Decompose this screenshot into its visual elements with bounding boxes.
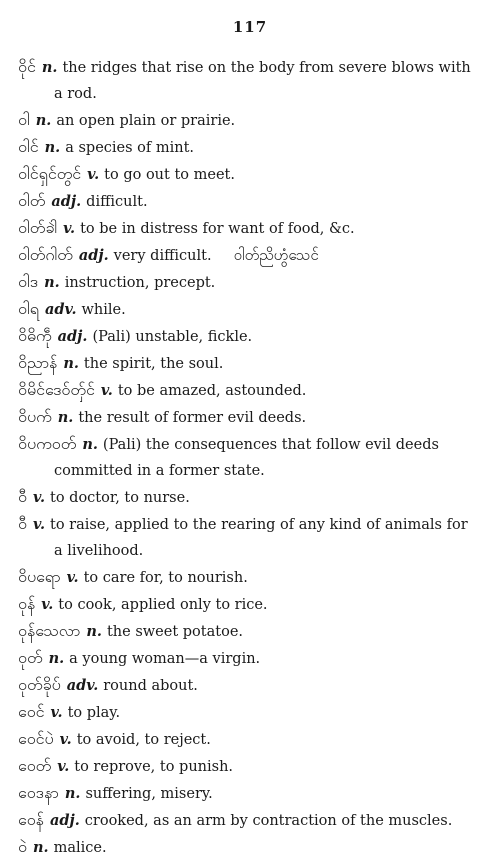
entry-part-of-speech: v. (87, 166, 100, 183)
entry-headword: ဝီ (18, 487, 27, 506)
dictionary-entry (18, 107, 480, 134)
dictionary-entry (18, 54, 480, 107)
dictionary-entry (18, 726, 480, 753)
entry-definition: malice. (53, 840, 107, 856)
entry-headword: ဝါင်ရှင်တွင် (18, 164, 82, 183)
dictionary-entry (18, 672, 480, 699)
entry-headword: ဝုတ်ခိုပ် (18, 675, 61, 694)
entry-part-of-speech: v. (59, 731, 72, 748)
dictionary-entry (18, 161, 480, 188)
entry-extra-headword: ဝါတ်ညိဟွံသေင် (233, 246, 319, 264)
entry-headword: ဝီ (18, 514, 27, 533)
entry-headword: ဝိဓိကဵု (18, 326, 52, 345)
entry-headword: ဝဲ (18, 837, 27, 856)
entry-definition: an open plain or prairie. (56, 113, 236, 129)
entry-definition: very difficult. (113, 248, 212, 264)
entry-headword: ဝေင်ပဲ (18, 729, 54, 748)
dictionary-entry (18, 242, 480, 269)
entry-definition: round about. (103, 678, 198, 694)
entry-part-of-speech: n. (48, 650, 65, 667)
entry-definition: a young woman—a virgin. (69, 651, 261, 667)
entry-headword: ဝေန် (18, 810, 44, 829)
dictionary-entry (18, 377, 480, 404)
entry-definition: to go out to meet. (104, 167, 235, 183)
dictionary-entry (18, 188, 480, 215)
entry-part-of-speech: v. (50, 704, 63, 721)
entry-headword: ဝုန် (18, 594, 36, 613)
entry-part-of-speech: n. (57, 409, 74, 426)
entry-definition: the ridges that rise on the body from severe blows with a rod. (54, 60, 471, 102)
dictionary-entry (18, 134, 480, 161)
entry-part-of-speech: v. (63, 220, 76, 237)
entry-definition: the result of former evil deeds. (78, 410, 307, 426)
entry-part-of-speech: n. (82, 436, 98, 453)
entry-headword: ဝုတ် (18, 648, 43, 667)
entry-part-of-speech: adj. (57, 328, 88, 345)
entry-part-of-speech: v. (32, 489, 45, 506)
entry-definition: a species of mint. (65, 140, 195, 156)
entry-headword: ဝါဒ (18, 272, 39, 291)
dictionary-entry (18, 431, 480, 484)
page-number: 117 (232, 18, 268, 36)
dictionary-entry (18, 591, 480, 618)
entry-part-of-speech: v. (100, 382, 113, 399)
dictionary-entry (18, 511, 480, 564)
entry-definition: instruction, precept. (64, 275, 216, 291)
entry-definition: to be amazed, astounded. (117, 383, 307, 399)
entry-headword: ဝေတ် (18, 756, 52, 775)
entry-part-of-speech: adv. (44, 301, 77, 318)
entry-part-of-speech: n. (44, 139, 61, 156)
entry-headword: ဝါရ (18, 299, 39, 318)
entry-headword: ဝိပက် (18, 407, 52, 426)
entry-part-of-speech: adv. (66, 677, 99, 694)
entry-headword: ဝုန်သေလာ (18, 621, 81, 640)
entry-definition: to cook, applied only to rice. (58, 597, 268, 613)
entry-headword: ဝိုင် (18, 57, 36, 76)
dictionary-entry (18, 269, 480, 296)
entry-headword: ဝါတ်ဂါတ် (18, 245, 73, 264)
entry-definition: (Pali) the consequences that follow evil deeds committed in a former state. (54, 437, 439, 479)
entry-headword: ဝါင် (18, 137, 39, 156)
entry-headword: ဝါ (18, 110, 30, 129)
dictionary-entry (18, 323, 480, 350)
entry-headword: ဝေင် (18, 702, 45, 721)
dictionary-entry (18, 645, 480, 672)
entry-definition: to play. (67, 705, 121, 721)
dictionary-entry (18, 350, 480, 377)
entry-part-of-speech: v. (41, 596, 54, 613)
entry-definition: to avoid, to reject. (76, 732, 211, 748)
entry-definition: while. (81, 302, 126, 318)
entry-headword: ဝါတ် (18, 191, 46, 210)
entry-definition: to raise, applied to the rearing of any kind of animals for a livelihood. (50, 517, 468, 559)
entry-definition: the spirit, the soul. (83, 356, 224, 372)
entry-part-of-speech: n. (44, 274, 60, 291)
entry-definition: to reprove, to punish. (74, 759, 234, 775)
entry-headword: ဝိပကဝတ် (18, 434, 77, 453)
dictionary-entry (18, 780, 480, 807)
entry-part-of-speech: n. (32, 839, 49, 856)
entry-definition: suffering, misery. (85, 786, 213, 802)
dictionary-entry (18, 564, 480, 591)
entry-part-of-speech: n. (63, 355, 79, 372)
entry-definition: to doctor, to nurse. (50, 490, 190, 506)
dictionary-entry (18, 618, 480, 645)
entry-part-of-speech: n. (86, 623, 102, 640)
entry-definition: to be in distress for want of food, &c. (80, 221, 355, 237)
dictionary-entry (18, 753, 480, 780)
entry-definition: difficult. (86, 194, 148, 210)
entry-definition: to care for, to nourish. (83, 570, 248, 586)
entry-part-of-speech: n. (41, 59, 58, 76)
dictionary-entry (18, 484, 480, 511)
entry-part-of-speech: v. (32, 516, 45, 533)
entry-headword: ဝါတ်ခါဲ (18, 218, 58, 237)
dictionary-entry (18, 215, 480, 242)
entry-part-of-speech: v. (57, 758, 70, 775)
dictionary-entry (18, 699, 480, 726)
dictionary-entry (18, 834, 480, 861)
entry-part-of-speech: adj. (51, 193, 82, 210)
dictionary-entry (18, 404, 480, 431)
entry-headword: ဝိပရော (18, 567, 61, 586)
entry-part-of-speech: adj. (78, 247, 109, 264)
entry-definition: the sweet potatoe. (106, 624, 244, 640)
entry-part-of-speech: n. (35, 112, 52, 129)
entry-definition: (Pali) unstable, fickle. (92, 329, 253, 345)
dictionary-entry (18, 296, 480, 323)
dictionary-entry (18, 807, 480, 834)
entry-part-of-speech: n. (64, 785, 81, 802)
entry-part-of-speech: v. (66, 569, 79, 586)
entry-part-of-speech: adj. (49, 812, 80, 829)
entry-list (18, 54, 480, 861)
entry-headword: ဝေဒနာ (18, 783, 59, 802)
entry-definition: crooked, as an arm by contraction of the muscles. (84, 813, 453, 829)
entry-headword: ဝိညာန် (18, 353, 58, 372)
entry-headword: ဝိမိင်ဒေဝ်တှ်င် (18, 380, 95, 399)
